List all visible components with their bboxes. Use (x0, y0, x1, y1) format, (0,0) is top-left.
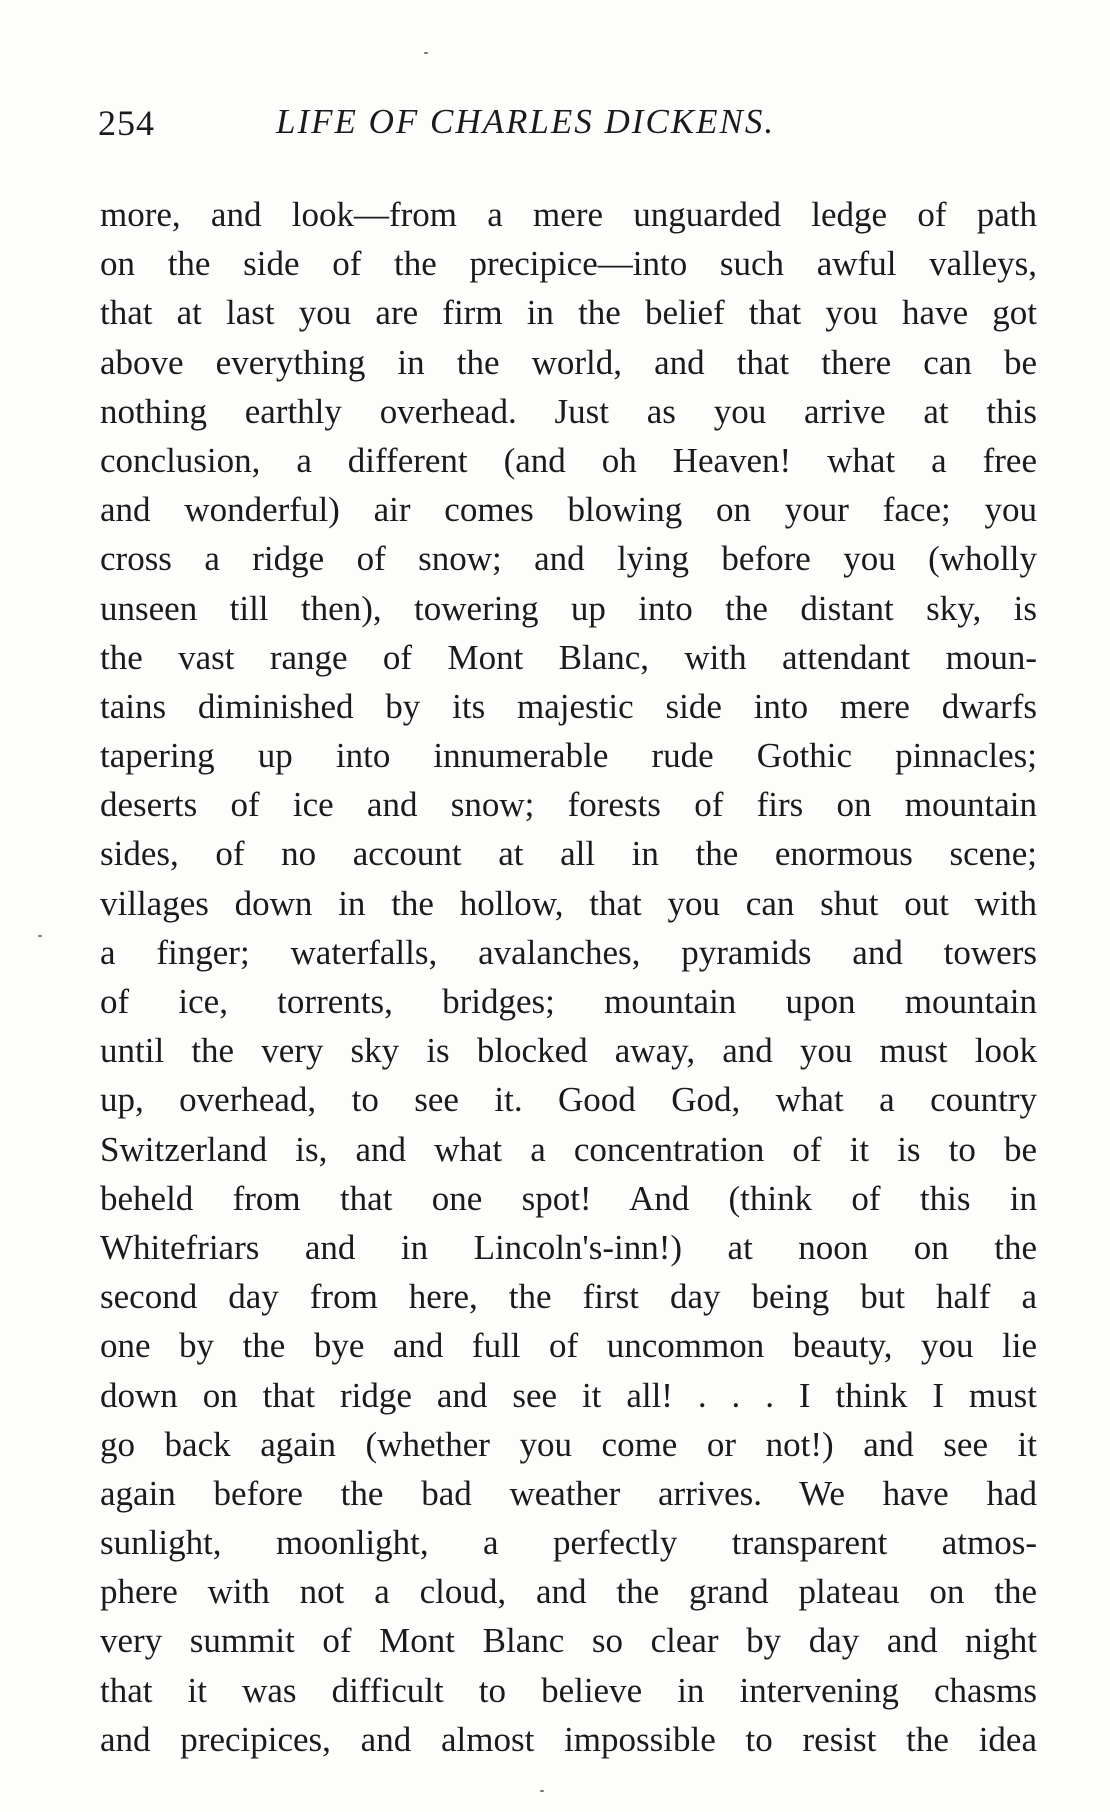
text-line: cross a ridge of snow; and lying before you (wholly (100, 539, 1037, 579)
page-number: 254 (98, 103, 155, 143)
text-line: of ice, torrents, bridges; mountain upon mountain (100, 982, 1037, 1021)
text-line: until the very sky is blocked away, and you must look (100, 1031, 1037, 1071)
text-line: unseen till then), towering up into the distant sky, is (100, 588, 1037, 628)
page-header (98, 102, 1038, 152)
text-line: sunlight, moonlight, a perfectly transparent atmos- (100, 1523, 1037, 1563)
text-line: very summit of Mont Blanc so clear by day and night (100, 1621, 1037, 1661)
text-line: sides, of no account at all in the enormous scene; (100, 834, 1037, 874)
text-line: a finger; waterfalls, avalanches, pyramids and towers (100, 932, 1037, 972)
text-line: second day from here, the first day being but half a (100, 1277, 1037, 1317)
text-line: phere with not a cloud, and the grand plateau on the (100, 1572, 1037, 1612)
text-line: more, and look—from a mere unguarded ledge of path (100, 195, 1037, 234)
text-line: villages down in the hollow, that you can shut out with (100, 883, 1037, 923)
text-line: down on that ridge and see it all! . . . I think I must (100, 1375, 1037, 1415)
text-line: and precipices, and almost impossible to resist the idea (100, 1719, 1037, 1759)
text-line: up, overhead, to see it. Good God, what a country (100, 1080, 1037, 1120)
text-line: above everything in the world, and that there can be (100, 342, 1037, 382)
text-line: one by the bye and full of uncommon beauty, you lie (100, 1326, 1037, 1366)
text-line: that at last you are firm in the belief that you have got (100, 293, 1037, 333)
text-line: tains diminished by its majestic side into mere dwarfs (100, 686, 1037, 726)
body-text (100, 190, 1037, 1764)
text-line: nothing earthly overhead. Just as you arrive at this (100, 391, 1037, 431)
text-line: deserts of ice and snow; forests of firs on mountain (100, 785, 1037, 825)
text-line: and wonderful) air comes blowing on your face; you (100, 490, 1037, 530)
running-head: LIFE OF CHARLES DICKENS. (276, 102, 776, 141)
text-line: on the side of the precipice—into such awful valleys, (100, 244, 1037, 284)
text-line: go back again (whether you come or not!) and see it (100, 1424, 1037, 1464)
text-line: conclusion, a different (and oh Heaven! what a free (100, 440, 1037, 480)
text-line: Whitefriars and in Lincoln's-inn!) at noon on the (100, 1227, 1037, 1267)
ink-speck (424, 52, 428, 54)
ink-speck (38, 935, 42, 937)
ink-speck (540, 1790, 544, 1792)
text-line: tapering up into innumerable rude Gothic pinnacles; (100, 736, 1037, 776)
text-line: the vast range of Mont Blanc, with attendant moun- (100, 637, 1037, 677)
text-line: beheld from that one spot! And (think of this in (100, 1178, 1037, 1218)
text-line: that it was difficult to believe in intervening chasms (100, 1670, 1037, 1710)
text-line: again before the bad weather arrives. We have had (100, 1473, 1037, 1513)
text-line: Switzerland is, and what a concentration of it is to be (100, 1129, 1037, 1169)
